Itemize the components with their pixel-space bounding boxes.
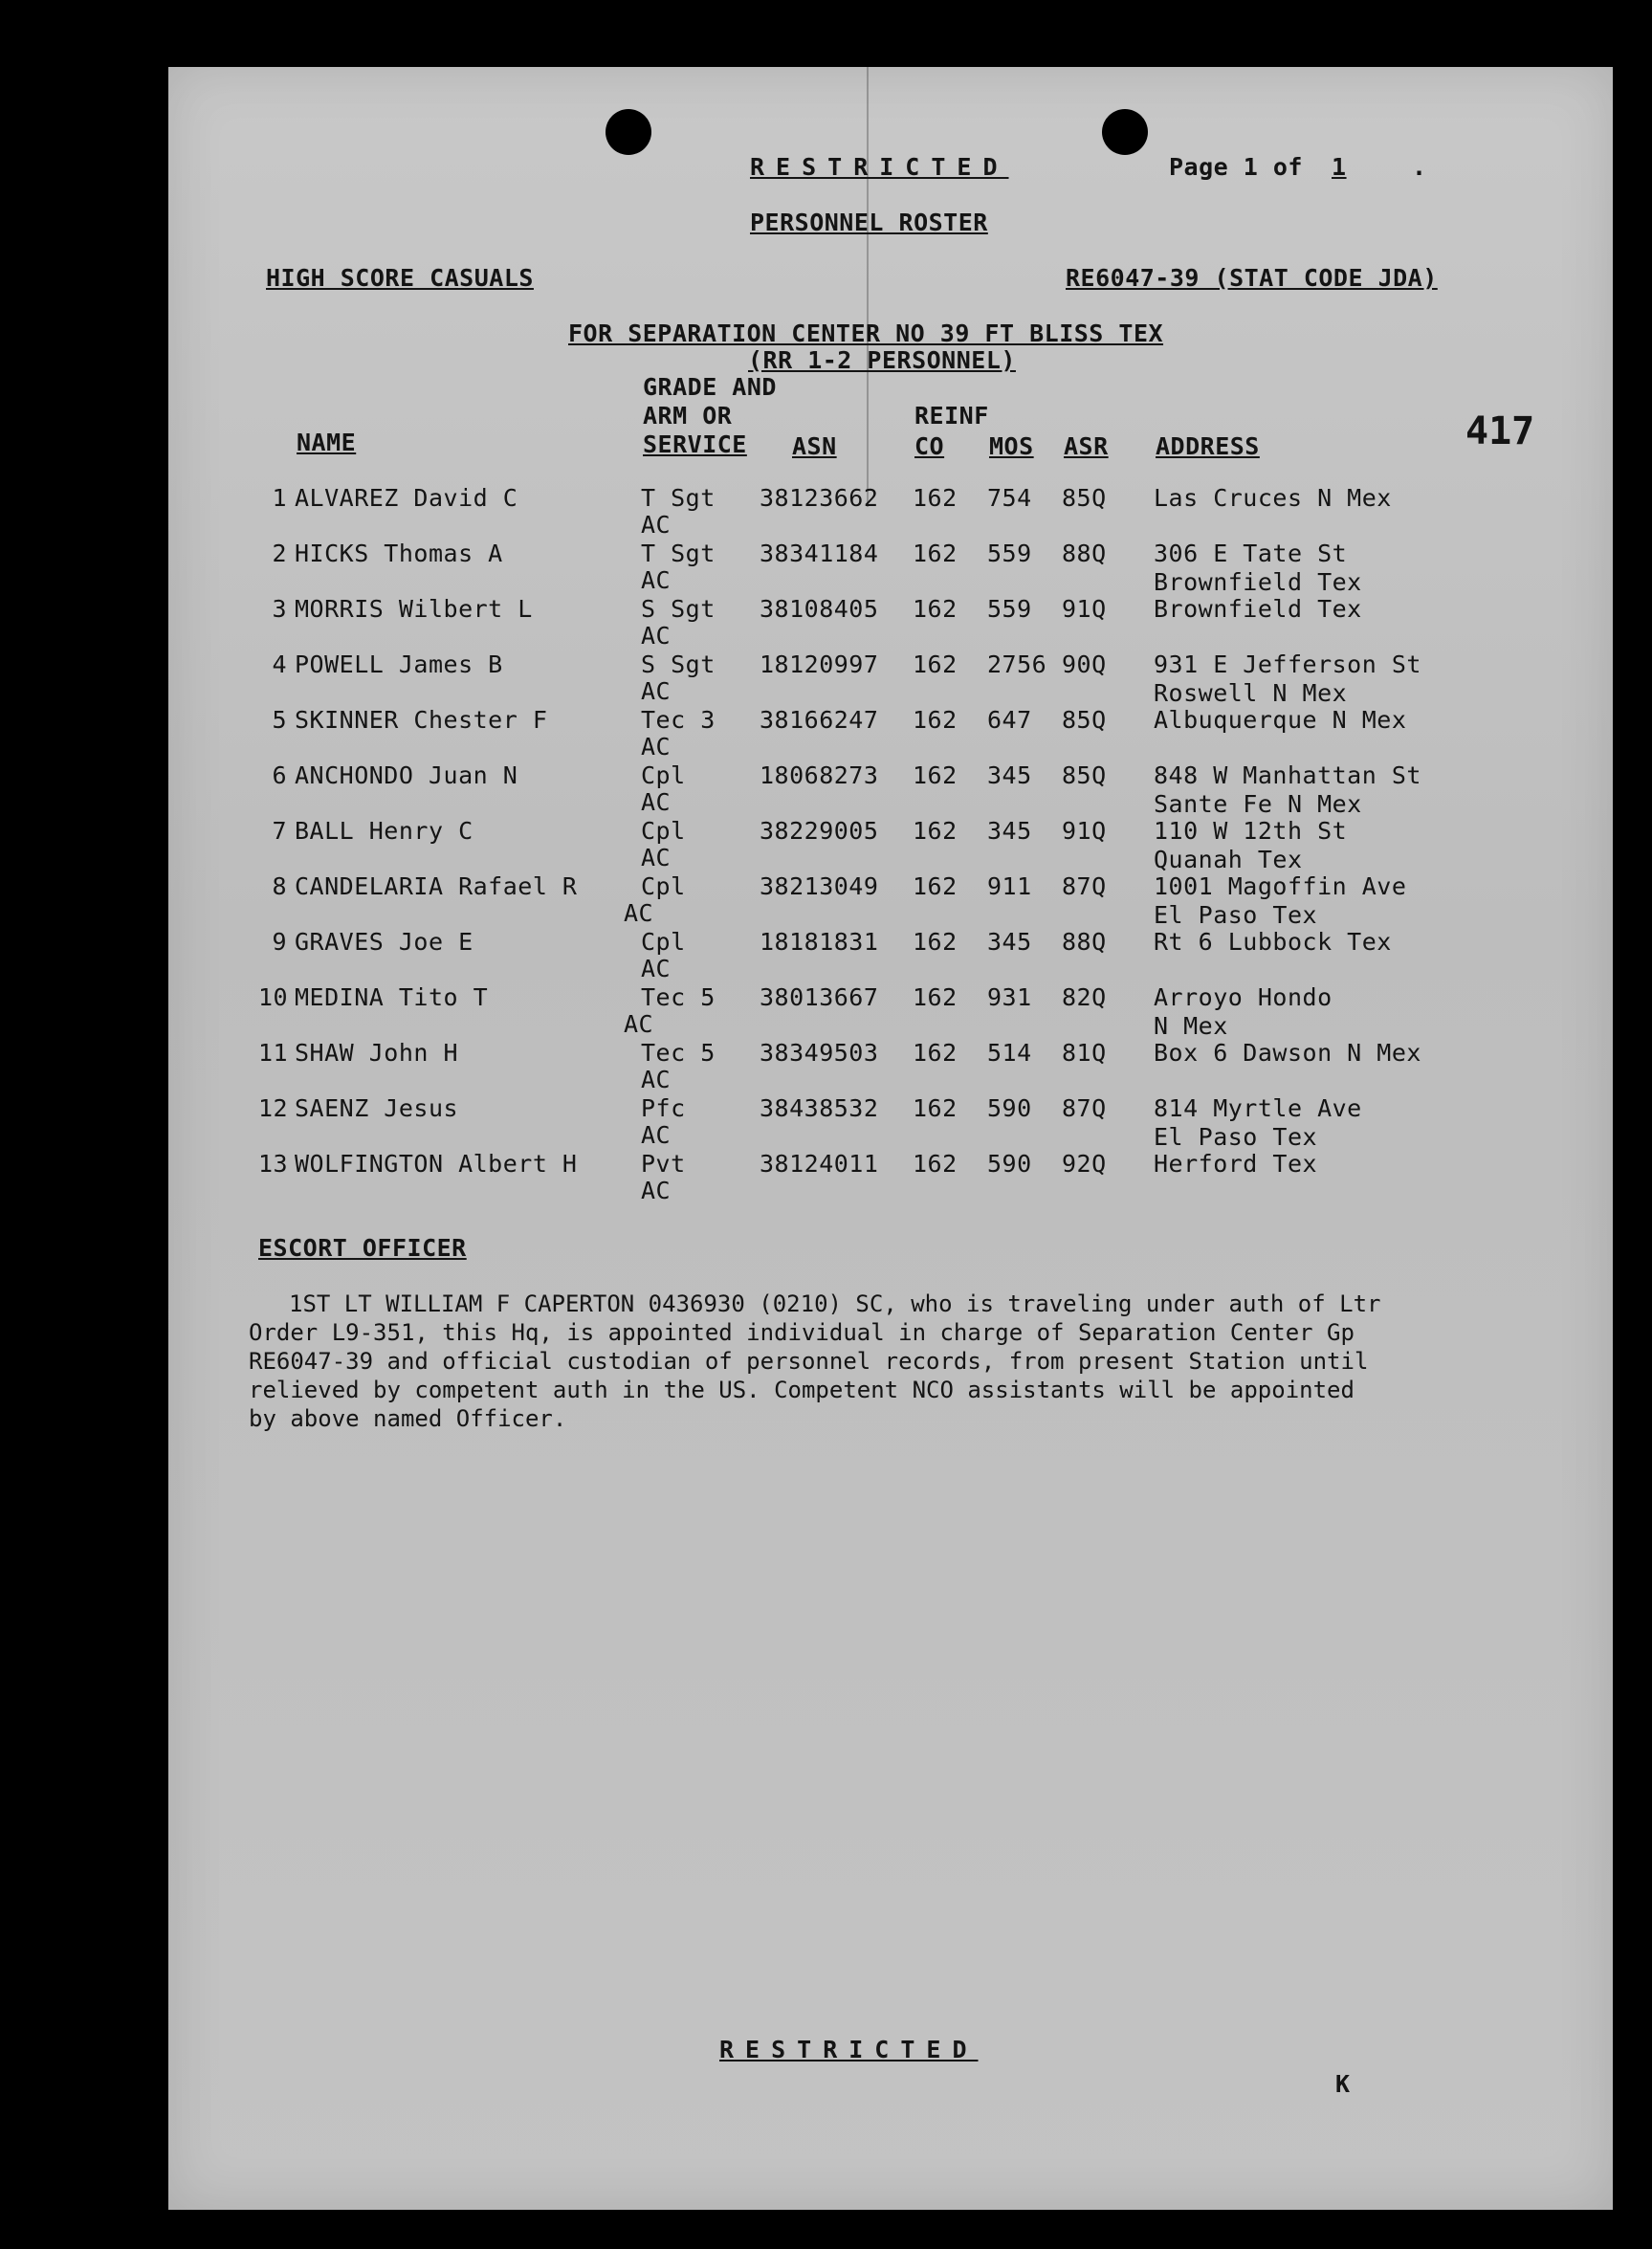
row-number: 6 (272, 761, 287, 789)
row-asn: 18181831 (760, 928, 879, 956)
row-co: 162 (913, 817, 958, 845)
row-mos: 345 (987, 761, 1032, 789)
escort-line: RE6047-39 and official custodian of personnel records, from present Station until (249, 1348, 1369, 1375)
row-asr: 88Q (1062, 928, 1107, 956)
roster-code: RE6047-39 (STAT CODE JDA) (1066, 264, 1438, 292)
row-arm: AC (624, 1010, 654, 1038)
row-number: 11 (258, 1039, 289, 1067)
row-address-line2: El Paso Tex (1154, 1123, 1318, 1151)
row-mos: 2756 (987, 650, 1047, 678)
row-name: WOLFINGTON Albert H (295, 1150, 578, 1178)
row-address-line1: Arroyo Hondo (1154, 983, 1333, 1011)
row-mos: 931 (987, 983, 1032, 1011)
row-name: POWELL James B (295, 650, 503, 678)
row-name: ALVAREZ David C (295, 484, 518, 512)
row-asr: 81Q (1062, 1039, 1107, 1067)
escort-line: Order L9-351, this Hq, is appointed individual in charge of Separation Center Gp (249, 1319, 1355, 1346)
row-co: 162 (913, 761, 958, 789)
col-name: NAME (297, 429, 357, 456)
row-address-line1: 306 E Tate St (1154, 540, 1348, 567)
row-asr: 91Q (1062, 595, 1107, 623)
row-asr: 82Q (1062, 983, 1107, 1011)
row-asn: 38123662 (760, 484, 879, 512)
col-grade-line1: GRADE AND (643, 373, 777, 401)
row-number: 13 (258, 1150, 289, 1178)
row-name: ANCHONDO Juan N (295, 761, 518, 789)
row-grade: Tec 3 (641, 706, 716, 734)
row-asn: 18068273 (760, 761, 879, 789)
row-address-line1: 110 W 12th St (1154, 817, 1348, 845)
row-name: SHAW John H (295, 1039, 459, 1067)
row-number: 2 (272, 540, 287, 567)
row-address-line1: Herford Tex (1154, 1150, 1318, 1178)
row-name: SKINNER Chester F (295, 706, 548, 734)
row-co: 162 (913, 872, 958, 900)
row-asn: 38108405 (760, 595, 879, 623)
row-grade: T Sgt (641, 540, 716, 567)
row-asn: 38229005 (760, 817, 879, 845)
row-asr: 87Q (1062, 872, 1107, 900)
row-arm: AC (641, 955, 672, 982)
row-grade: T Sgt (641, 484, 716, 512)
row-arm: AC (641, 1121, 672, 1149)
row-grade: S Sgt (641, 650, 716, 678)
row-number: 10 (258, 983, 289, 1011)
row-grade: Pvt (641, 1150, 686, 1178)
page-title: PERSONNEL ROSTER (750, 209, 988, 236)
row-mos: 514 (987, 1039, 1032, 1067)
row-mos: 590 (987, 1094, 1032, 1122)
col-mos: MOS (989, 432, 1034, 460)
row-grade: Cpl (641, 872, 686, 900)
escort-line: 1ST LT WILLIAM F CAPERTON 0436930 (0210) SC, who is traveling under auth of Ltr (289, 1290, 1381, 1317)
row-asn: 38213049 (760, 872, 879, 900)
row-number: 3 (272, 595, 287, 623)
row-mos: 345 (987, 817, 1032, 845)
row-asn: 38124011 (760, 1150, 879, 1178)
row-grade: Tec 5 (641, 983, 716, 1011)
subtitle: (RR 1-2 PERSONNEL) (748, 346, 1016, 374)
row-asn: 38438532 (760, 1094, 879, 1122)
document-number: 417 (1465, 409, 1535, 453)
row-co: 162 (913, 983, 958, 1011)
row-mos: 559 (987, 540, 1032, 567)
row-asr: 85Q (1062, 761, 1107, 789)
row-number: 1 (272, 484, 287, 512)
row-address-line1: Brownfield Tex (1154, 595, 1362, 623)
row-grade: Cpl (641, 817, 686, 845)
row-address-line1: Albuquerque N Mex (1154, 706, 1407, 734)
escort-paragraph (249, 1290, 1492, 1433)
row-name: CANDELARIA Rafael R (295, 872, 578, 900)
row-mos: 559 (987, 595, 1032, 623)
classification-top: RESTRICTED (750, 153, 1009, 181)
row-asn: 38013667 (760, 983, 879, 1011)
row-arm: AC (641, 622, 672, 650)
page-period: . (1412, 153, 1427, 181)
row-asn: 38349503 (760, 1039, 879, 1067)
row-number: 8 (272, 872, 287, 900)
row-address-line2: Sante Fe N Mex (1154, 790, 1362, 818)
col-co: CO (914, 432, 945, 460)
row-asn: 38341184 (760, 540, 879, 567)
destination: FOR SEPARATION CENTER NO 39 FT BLISS TEX (568, 320, 1164, 347)
row-mos: 911 (987, 872, 1032, 900)
row-co: 162 (913, 1094, 958, 1122)
row-address-line1: Box 6 Dawson N Mex (1154, 1039, 1421, 1067)
row-arm: AC (641, 566, 672, 594)
row-address-line2: El Paso Tex (1154, 901, 1318, 929)
row-grade: S Sgt (641, 595, 716, 623)
row-address-line1: 814 Myrtle Ave (1154, 1094, 1362, 1122)
classification-bottom: RESTRICTED (719, 2036, 979, 2063)
row-co: 162 (913, 928, 958, 956)
escort-heading: ESCORT OFFICER (258, 1234, 467, 1262)
punch-hole-right (1102, 109, 1148, 155)
row-number: 7 (272, 817, 287, 845)
row-arm: AC (624, 899, 654, 927)
row-address-line1: Rt 6 Lubbock Tex (1154, 928, 1392, 956)
row-asr: 85Q (1062, 484, 1107, 512)
row-arm: AC (641, 511, 672, 539)
row-grade: Cpl (641, 761, 686, 789)
row-arm: AC (641, 733, 672, 761)
row-arm: AC (641, 677, 672, 705)
row-asr: 85Q (1062, 706, 1107, 734)
row-mos: 590 (987, 1150, 1032, 1178)
row-mos: 647 (987, 706, 1032, 734)
row-asr: 92Q (1062, 1150, 1107, 1178)
row-name: HICKS Thomas A (295, 540, 503, 567)
row-grade: Pfc (641, 1094, 686, 1122)
row-asn: 38166247 (760, 706, 879, 734)
row-address-line2: Roswell N Mex (1154, 679, 1348, 707)
unit-name: HIGH SCORE CASUALS (266, 264, 534, 292)
col-reinf: REINF (914, 402, 989, 430)
row-address-line1: 848 W Manhattan St (1154, 761, 1421, 789)
row-co: 162 (913, 1039, 958, 1067)
row-number: 12 (258, 1094, 289, 1122)
row-name: SAENZ Jesus (295, 1094, 459, 1122)
row-number: 5 (272, 706, 287, 734)
row-arm: AC (641, 1177, 672, 1204)
row-co: 162 (913, 1150, 958, 1178)
row-co: 162 (913, 540, 958, 567)
row-co: 162 (913, 484, 958, 512)
row-arm: AC (641, 844, 672, 871)
row-mos: 754 (987, 484, 1032, 512)
page-label: Page 1 of (1169, 153, 1303, 181)
row-asr: 88Q (1062, 540, 1107, 567)
col-grade-line3: SERVICE (643, 430, 747, 458)
row-grade: Tec 5 (641, 1039, 716, 1067)
row-co: 162 (913, 706, 958, 734)
row-address-line2: Quanah Tex (1154, 846, 1303, 873)
escort-line: relieved by competent auth in the US. Competent NCO assistants will be appointed (249, 1377, 1355, 1403)
col-asr: ASR (1064, 432, 1109, 460)
row-grade: Cpl (641, 928, 686, 956)
row-co: 162 (913, 595, 958, 623)
row-name: BALL Henry C (295, 817, 474, 845)
row-asr: 87Q (1062, 1094, 1107, 1122)
row-address-line1: 931 E Jefferson St (1154, 650, 1421, 678)
row-address-line1: 1001 Magoffin Ave (1154, 872, 1407, 900)
page-total: 1 (1332, 153, 1347, 181)
escort-line: by above named Officer. (249, 1405, 567, 1432)
row-asr: 90Q (1062, 650, 1107, 678)
row-address-line2: Brownfield Tex (1154, 568, 1362, 596)
row-co: 162 (913, 650, 958, 678)
row-arm: AC (641, 788, 672, 816)
col-asn: ASN (792, 432, 837, 460)
row-asr: 91Q (1062, 817, 1107, 845)
row-name: GRAVES Joe E (295, 928, 474, 956)
row-name: MORRIS Wilbert L (295, 595, 533, 623)
row-name: MEDINA Tito T (295, 983, 489, 1011)
row-asn: 18120997 (760, 650, 879, 678)
paper-crease (867, 67, 869, 507)
row-address-line1: Las Cruces N Mex (1154, 484, 1392, 512)
col-grade-line2: ARM OR (643, 402, 733, 430)
punch-hole-left (606, 109, 651, 155)
row-mos: 345 (987, 928, 1032, 956)
col-address: ADDRESS (1156, 432, 1260, 460)
row-number: 9 (272, 928, 287, 956)
row-arm: AC (641, 1066, 672, 1093)
row-address-line2: N Mex (1154, 1012, 1228, 1040)
row-number: 4 (272, 650, 287, 678)
document-page (168, 67, 1613, 2210)
footer-mark: K (1335, 2070, 1351, 2098)
